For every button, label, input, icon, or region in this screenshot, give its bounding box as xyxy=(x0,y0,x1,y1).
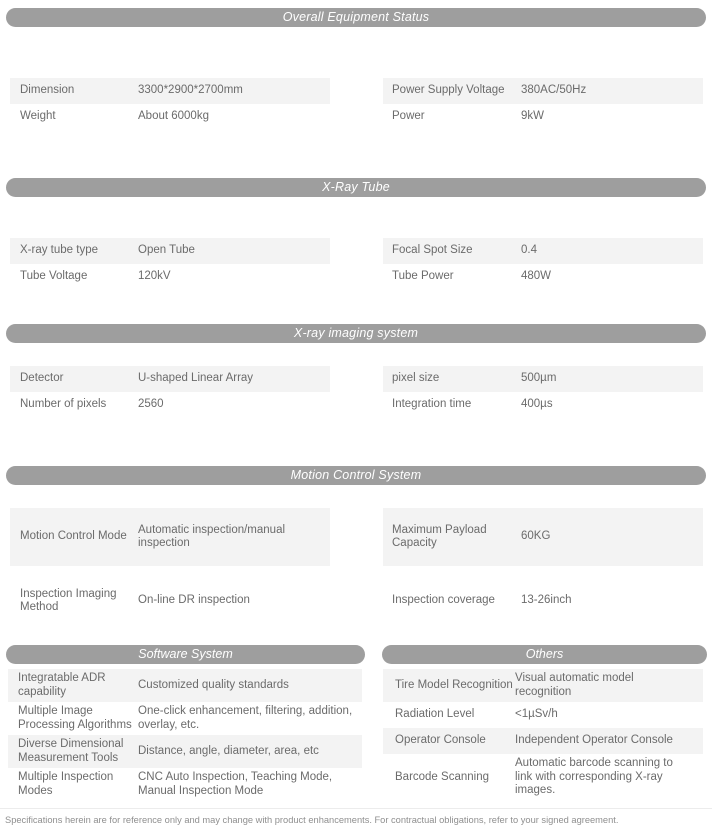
spec-label: Number of pixels xyxy=(20,398,107,411)
section-header-motion-control-system: Motion Control System xyxy=(6,466,706,485)
spec-value: 120kV xyxy=(138,270,171,283)
spec-value: Independent Operator Console xyxy=(515,734,673,747)
spec-value: 60KG xyxy=(521,530,551,543)
spec-row-operator-console xyxy=(383,728,703,754)
spec-row-tire-model-recognition xyxy=(383,669,703,702)
spec-label: Diverse Dimensional Measurement Tools xyxy=(18,738,124,764)
spec-label: Tube Voltage xyxy=(20,270,88,283)
spec-value: Open Tube xyxy=(138,244,195,257)
spec-row-detector xyxy=(10,366,330,392)
spec-label: Detector xyxy=(20,372,64,385)
spec-label: Integratable ADR capability xyxy=(18,672,106,698)
spec-label: X-ray tube type xyxy=(20,244,98,257)
spec-label: Motion Control Mode xyxy=(20,530,127,543)
spec-value: Distance, angle, diameter, area, etc xyxy=(138,744,319,757)
spec-value: 400µs xyxy=(521,398,553,411)
spec-column-right xyxy=(383,238,703,290)
spec-row-radiation-level xyxy=(383,702,703,728)
spec-column-left xyxy=(10,78,330,130)
spec-value: 500µm xyxy=(521,372,557,385)
spec-column-right xyxy=(383,78,703,130)
spec-label: Weight xyxy=(20,110,56,123)
spec-row-number-of-pixels xyxy=(10,392,330,418)
spec-column-right xyxy=(383,508,703,624)
spec-label: pixel size xyxy=(392,372,440,385)
spec-value: Visual automatic model recognition xyxy=(515,672,634,698)
spec-row-power-supply-voltage xyxy=(383,78,703,104)
spec-label: Operator Console xyxy=(395,734,486,747)
spec-label: Radiation Level xyxy=(395,708,475,721)
spec-column-left xyxy=(10,508,330,624)
spec-row-multiple-image-processing-algorithms xyxy=(8,702,362,735)
spec-value: U-shaped Linear Array xyxy=(138,372,254,385)
spec-row-integratable-adr-capability xyxy=(8,669,362,702)
spec-row-integration-time xyxy=(383,392,703,418)
spec-value: 380AC/50Hz xyxy=(521,84,587,97)
footer-disclaimer: Specifications herein are for reference only and may change with product enhancements. For contractual obligations, refer to your signed agreement. xyxy=(0,808,712,826)
bottom-sections xyxy=(0,669,712,801)
spec-value: 0.4 xyxy=(521,244,537,257)
section-x-ray-tube xyxy=(0,238,712,290)
spec-label: Tube Power xyxy=(392,270,454,283)
spec-row-tube-voltage xyxy=(10,264,330,290)
spec-row-maximum-payload-capacity xyxy=(383,508,703,566)
spec-row-pixel-size xyxy=(383,366,703,392)
spec-label: Barcode Scanning xyxy=(395,770,489,783)
spec-value: 9kW xyxy=(521,110,544,123)
spec-label: Tire Model Recognition xyxy=(395,678,513,691)
bottom-section-headers xyxy=(0,645,712,664)
spec-label: Focal Spot Size xyxy=(392,244,473,257)
spec-column-left xyxy=(10,238,330,290)
spec-row-motion-control-mode xyxy=(10,508,330,566)
spec-label: Power xyxy=(392,110,425,123)
section-others xyxy=(383,669,703,801)
spec-label: Integration time xyxy=(392,398,472,411)
spec-value: 480W xyxy=(521,270,552,283)
spec-row-inspection-coverage xyxy=(383,578,703,624)
section-x-ray-imaging-system xyxy=(0,366,712,418)
spec-value: Customized quality standards xyxy=(138,678,289,691)
section-software-system xyxy=(8,669,362,801)
spec-value: One-click enhancement, filtering, addition, overlay, etc. xyxy=(138,705,353,731)
spec-value: <1µSv/h xyxy=(515,708,558,721)
spec-label: Multiple Inspection Modes xyxy=(18,771,114,797)
spec-value: 3300*2900*2700mm xyxy=(138,84,243,97)
spec-label: Inspection Imaging Method xyxy=(20,587,117,613)
section-motion-control-system xyxy=(0,508,712,624)
section-header-others: Others xyxy=(382,645,707,664)
spec-label: Dimension xyxy=(20,84,75,97)
spec-row-diverse-dimensional-measurement-tools xyxy=(8,735,362,768)
spec-label: Power Supply Voltage xyxy=(392,84,505,97)
spec-row-dimension xyxy=(10,78,330,104)
spec-value: Automatic inspection/manual inspection xyxy=(138,523,286,549)
spec-column-left xyxy=(10,366,330,418)
spec-value: 2560 xyxy=(138,398,164,411)
spec-label: Multiple Image Processing Algorithms xyxy=(18,705,132,731)
section-header-x-ray-imaging-system: X-ray imaging system xyxy=(6,324,706,343)
spec-row-focal-spot-size xyxy=(383,238,703,264)
spec-row-x-ray-tube-type xyxy=(10,238,330,264)
spec-row-multiple-inspection-modes xyxy=(8,768,362,801)
spec-value: CNC Auto Inspection, Teaching Mode, Manual Inspection Mode xyxy=(138,771,333,797)
section-overall-equipment-status xyxy=(0,78,712,130)
spec-label: Maximum Payload Capacity xyxy=(392,523,487,549)
spec-row-inspection-imaging-method xyxy=(10,578,330,624)
spec-row-tube-power xyxy=(383,264,703,290)
section-header-x-ray-tube: X-Ray Tube xyxy=(6,178,706,197)
spec-label: Inspection coverage xyxy=(392,594,495,607)
spec-value: About 6000kg xyxy=(138,110,209,123)
spec-value: On-line DR inspection xyxy=(138,594,250,607)
section-header-overall-equipment-status: Overall Equipment Status xyxy=(6,8,706,27)
spec-row-power xyxy=(383,104,703,130)
spec-value: 13-26inch xyxy=(521,594,572,607)
spec-row-weight xyxy=(10,104,330,130)
spec-value: Automatic barcode scanning to link with corresponding X-ray images. xyxy=(515,757,673,796)
spec-column-right xyxy=(383,366,703,418)
section-header-software-system: Software System xyxy=(6,645,365,664)
spec-row-barcode-scanning xyxy=(383,754,703,801)
